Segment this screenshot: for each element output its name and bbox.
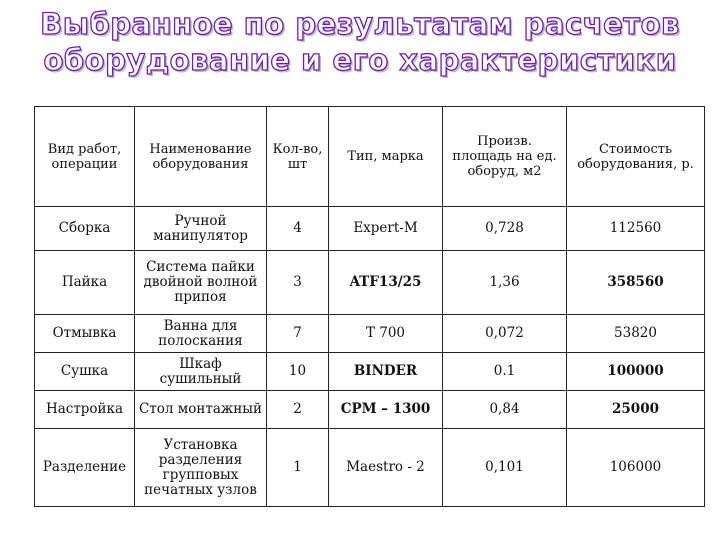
- table-row: [35, 391, 705, 429]
- cell-cost: 106000: [567, 429, 705, 507]
- cell-quantity: 7: [267, 315, 329, 353]
- table-row: [35, 315, 705, 353]
- header-cell-area: Произв. площадь на ед. оборуд, м2: [443, 107, 567, 207]
- cell-equipment: Ручной манипулятор: [135, 207, 267, 251]
- title-line-2: оборудование и его характеристики: [43, 43, 677, 77]
- equipment-table: [34, 106, 705, 507]
- cell-area: 0,101: [443, 429, 567, 507]
- cell-equipment: Шкаф сушильный: [135, 353, 267, 391]
- table-row: [35, 353, 705, 391]
- cell-equipment: Стол монтажный: [135, 391, 267, 429]
- cell-area: 0,728: [443, 207, 567, 251]
- cell-model: ATF13/25: [329, 251, 443, 315]
- table-row: [35, 207, 705, 251]
- cell-quantity: 3: [267, 251, 329, 315]
- cell-model: Maestro - 2: [329, 429, 443, 507]
- cell-area: 0,072: [443, 315, 567, 353]
- cell-model: Expert-M: [329, 207, 443, 251]
- cell-quantity: 2: [267, 391, 329, 429]
- cell-model: СРМ – 1300: [329, 391, 443, 429]
- cell-area: 0.1: [443, 353, 567, 391]
- cell-cost: 112560: [567, 207, 705, 251]
- header-cell-model: Тип, марка: [329, 107, 443, 207]
- cell-quantity: 1: [267, 429, 329, 507]
- cell-model: BINDER: [329, 353, 443, 391]
- cell-operation: Разделение: [35, 429, 135, 507]
- cell-operation: Отмывка: [35, 315, 135, 353]
- cell-equipment: Установка разделения групповых печатных узлов: [135, 429, 267, 507]
- cell-model: T 700: [329, 315, 443, 353]
- cell-cost: 25000: [567, 391, 705, 429]
- cell-equipment: Ванна для полоскания: [135, 315, 267, 353]
- cell-cost: 100000: [567, 353, 705, 391]
- cell-area: 0,84: [443, 391, 567, 429]
- cell-operation: Сборка: [35, 207, 135, 251]
- table-row: [35, 251, 705, 315]
- cell-operation: Сушка: [35, 353, 135, 391]
- cell-operation: Настройка: [35, 391, 135, 429]
- cell-quantity: 10: [267, 353, 329, 391]
- cell-equipment: Система пайки двойной волной припоя: [135, 251, 267, 315]
- cell-operation: Пайка: [35, 251, 135, 315]
- cell-cost: 358560: [567, 251, 705, 315]
- table-row: [35, 429, 705, 507]
- header-cell-operation: Вид работ, операции: [35, 107, 135, 207]
- table-header-row: [35, 107, 705, 207]
- cell-area: 1,36: [443, 251, 567, 315]
- cell-cost: 53820: [567, 315, 705, 353]
- header-cell-equipment: Наименование оборудования: [135, 107, 267, 207]
- title-line-1: Выбранное по результатам расчетов: [40, 7, 680, 41]
- slide-title: [0, 6, 720, 78]
- cell-quantity: 4: [267, 207, 329, 251]
- header-cell-cost: Стоимость оборудования, р.: [567, 107, 705, 207]
- header-cell-quantity: Кол-во, шт: [267, 107, 329, 207]
